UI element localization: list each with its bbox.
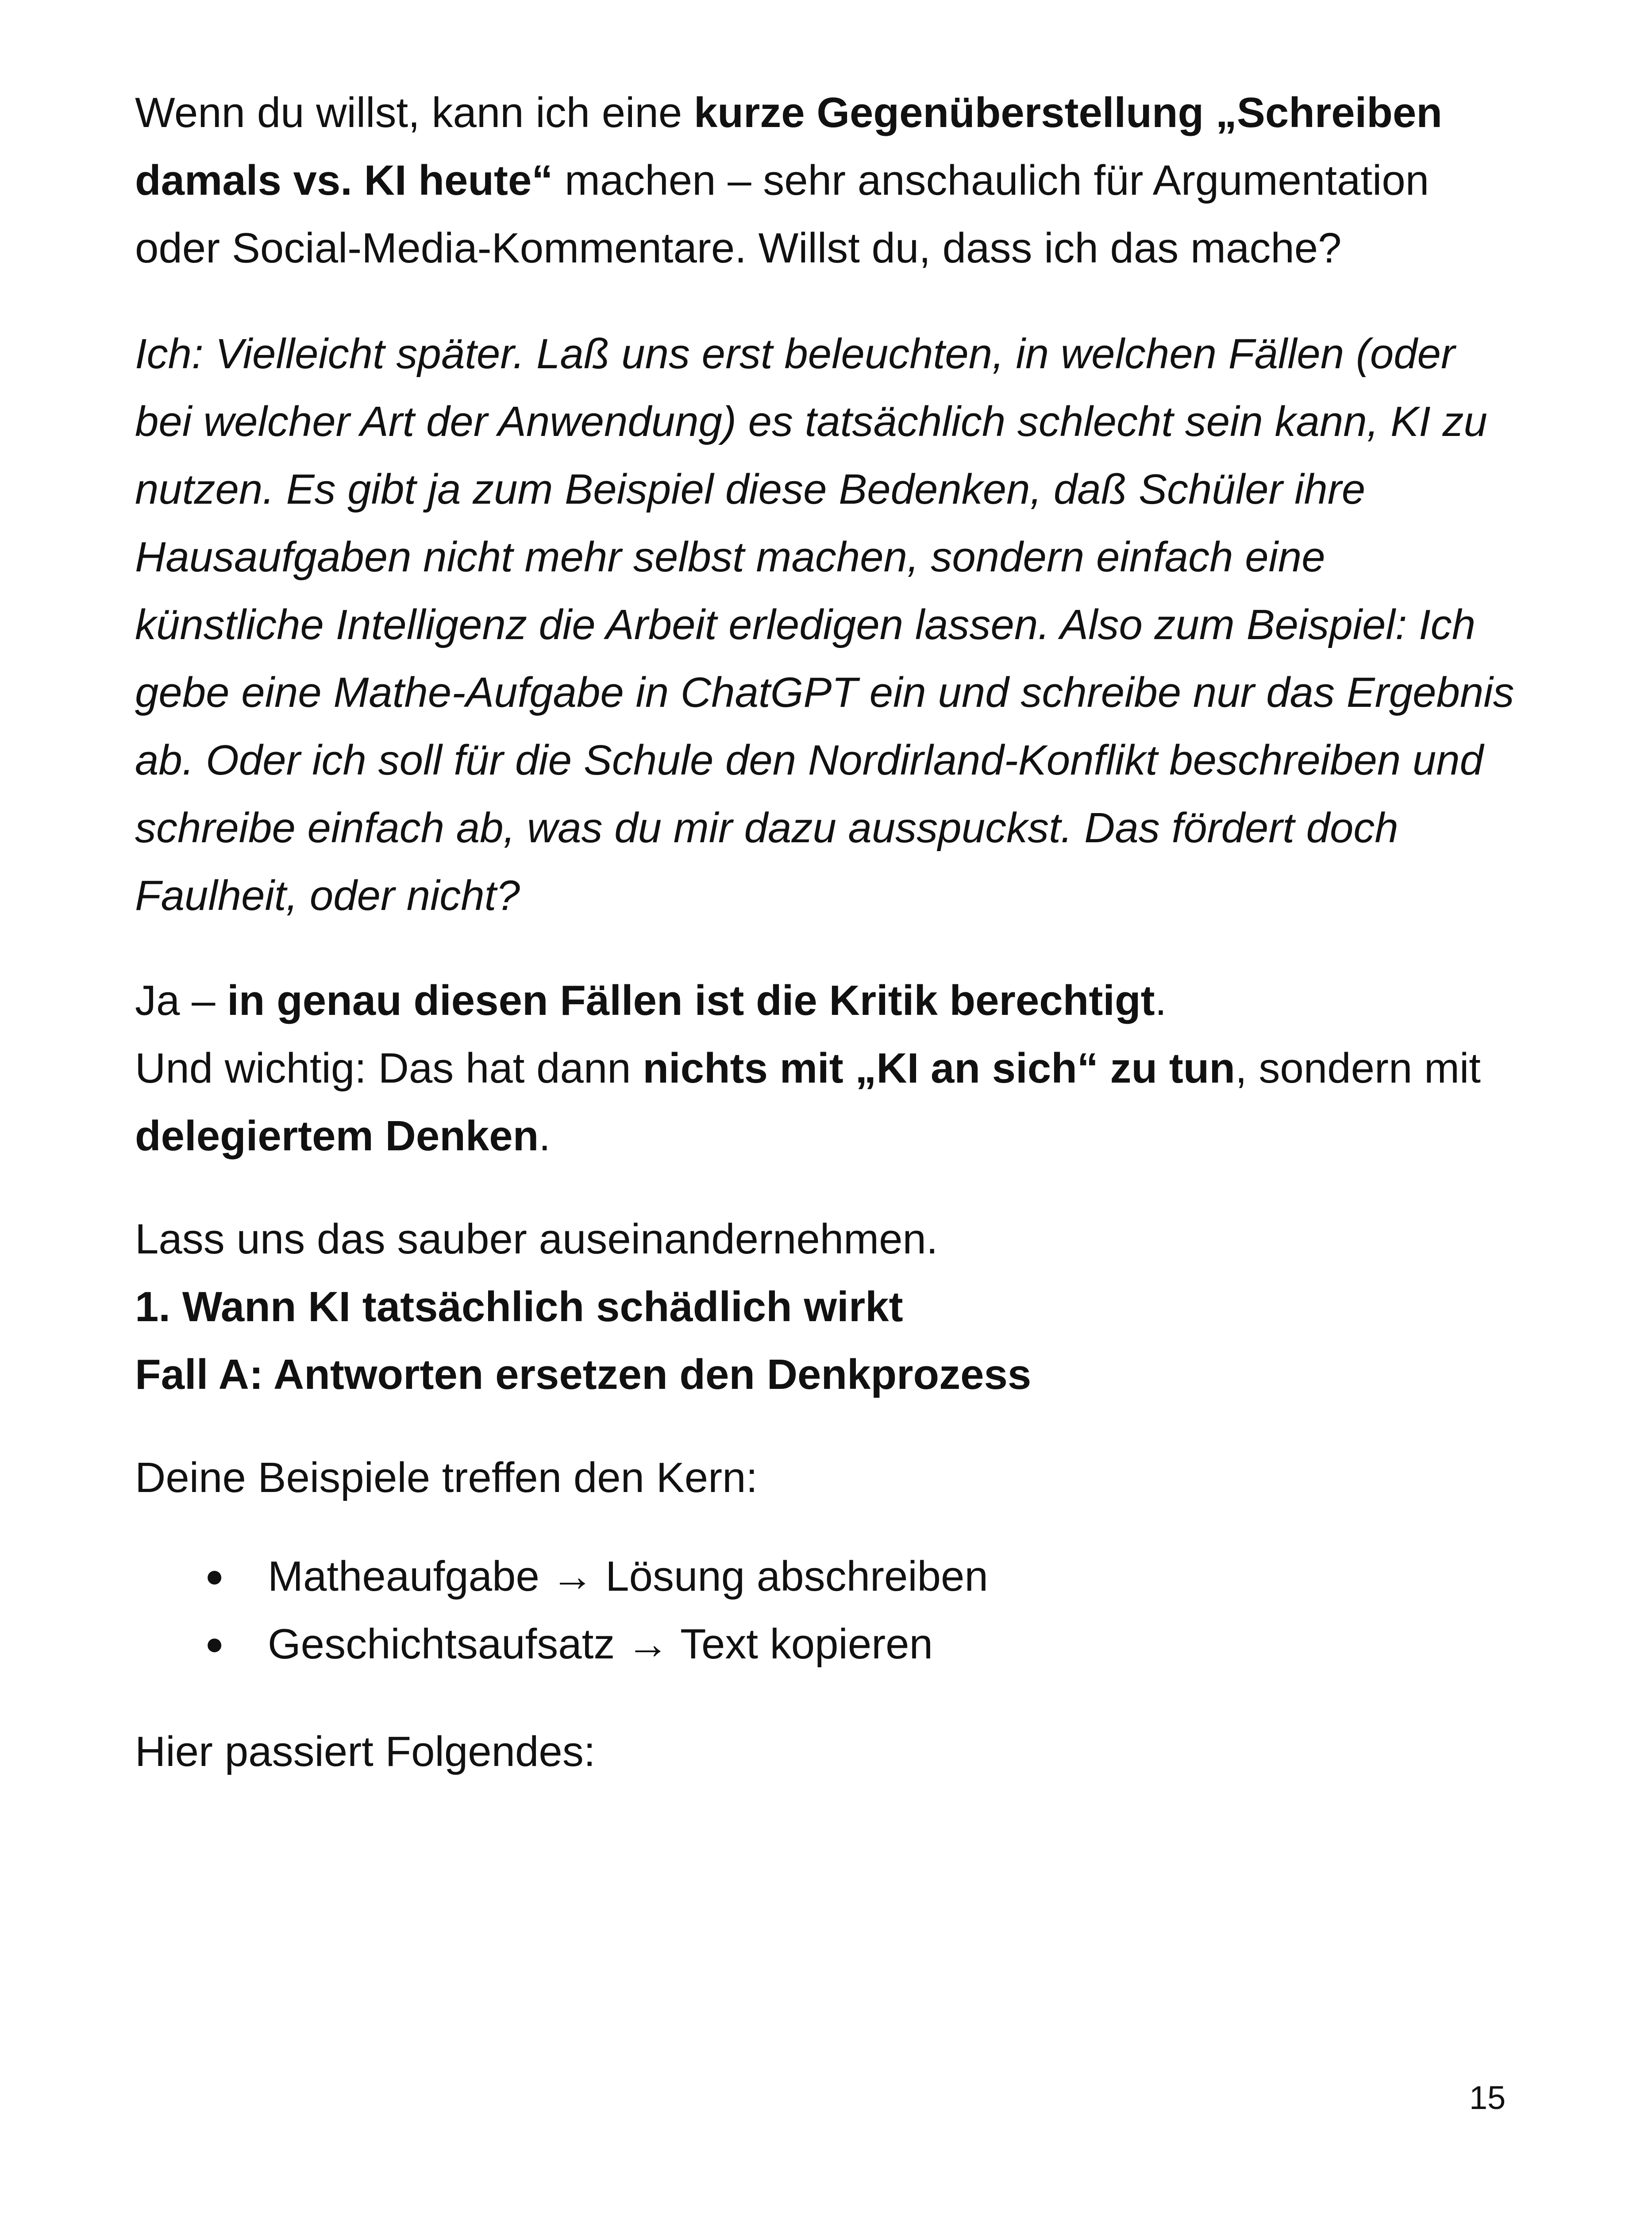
paragraph-followup: Hier passiert Folgendes:	[135, 1728, 596, 1775]
list-item-text: Geschichtsaufsatz → Text kopieren	[268, 1620, 933, 1668]
text-segment: Ja –	[135, 977, 227, 1024]
bold-segment: in genau diesen Fällen ist die Kritik berechtigt	[227, 977, 1155, 1024]
bullet-icon: ●	[205, 1626, 224, 1662]
paragraph-examples-intro: Deine Beispiele treffen den Kern:	[135, 1454, 758, 1501]
text-segment: Und wichtig: Das hat dann	[135, 1045, 643, 1092]
bullet-icon: ●	[205, 1558, 224, 1594]
paragraph-offer	[135, 79, 1520, 282]
text-segment: Wenn du willst, kann ich eine	[135, 89, 694, 136]
bold-segment: nichts mit „KI an sich“ zu tun	[643, 1045, 1236, 1092]
bullet-list	[135, 1542, 1520, 1678]
text-segment: .	[1155, 977, 1167, 1024]
paragraph-intro: Lass uns das sauber auseinandernehmen.	[135, 1215, 938, 1263]
list-item	[135, 1542, 1520, 1610]
section-heading: 1. Wann KI tatsächlich schädlich wirkt	[135, 1283, 903, 1330]
list-item-text: Matheaufgabe → Lösung abschreiben	[268, 1553, 988, 1600]
bold-segment: kurze Gegenüberstellung „Schreiben damals vs. KI heute“	[135, 89, 1442, 204]
text-segment: , sondern mit	[1235, 1045, 1481, 1092]
list-item	[135, 1610, 1520, 1678]
page-number: 15	[1469, 2079, 1506, 2116]
document-page	[135, 79, 1520, 1785]
paragraph-answer	[135, 967, 1520, 1170]
text-segment: .	[539, 1112, 551, 1160]
text-segment: machen – sehr anschaulich für Argumentation oder Social-Media-Kommentare. Willst du, dass ich das mache?	[135, 157, 1429, 272]
subsection-heading: Fall A: Antworten ersetzen den Denkprozess	[135, 1351, 1032, 1398]
paragraph-user-question: Ich: Vielleicht später. Laß uns erst beleuchten, in welchen Fällen (oder bei welcher Art der Anwendung) es tatsächlich schlecht sein kann, KI zu nutzen. Es gibt ja zum Beispiel diese Bedenken, daß Schüler ihre Hausaufgaben nicht mehr selbst machen, sondern einfach eine künstliche Intelligenz die Arbeit erledigen lassen. Also zum Beispiel: Ich gebe eine Mathe-Aufgabe in ChatGPT ein und schreibe nur das Ergebnis ab. Oder ich soll für die Schule den Nordirland-Konflikt beschreiben und schreibe einfach ab, was du mir dazu ausspuckst. Das fördert doch Faulheit, oder nicht?	[135, 330, 1514, 919]
bold-segment: delegiertem Denken	[135, 1112, 539, 1160]
